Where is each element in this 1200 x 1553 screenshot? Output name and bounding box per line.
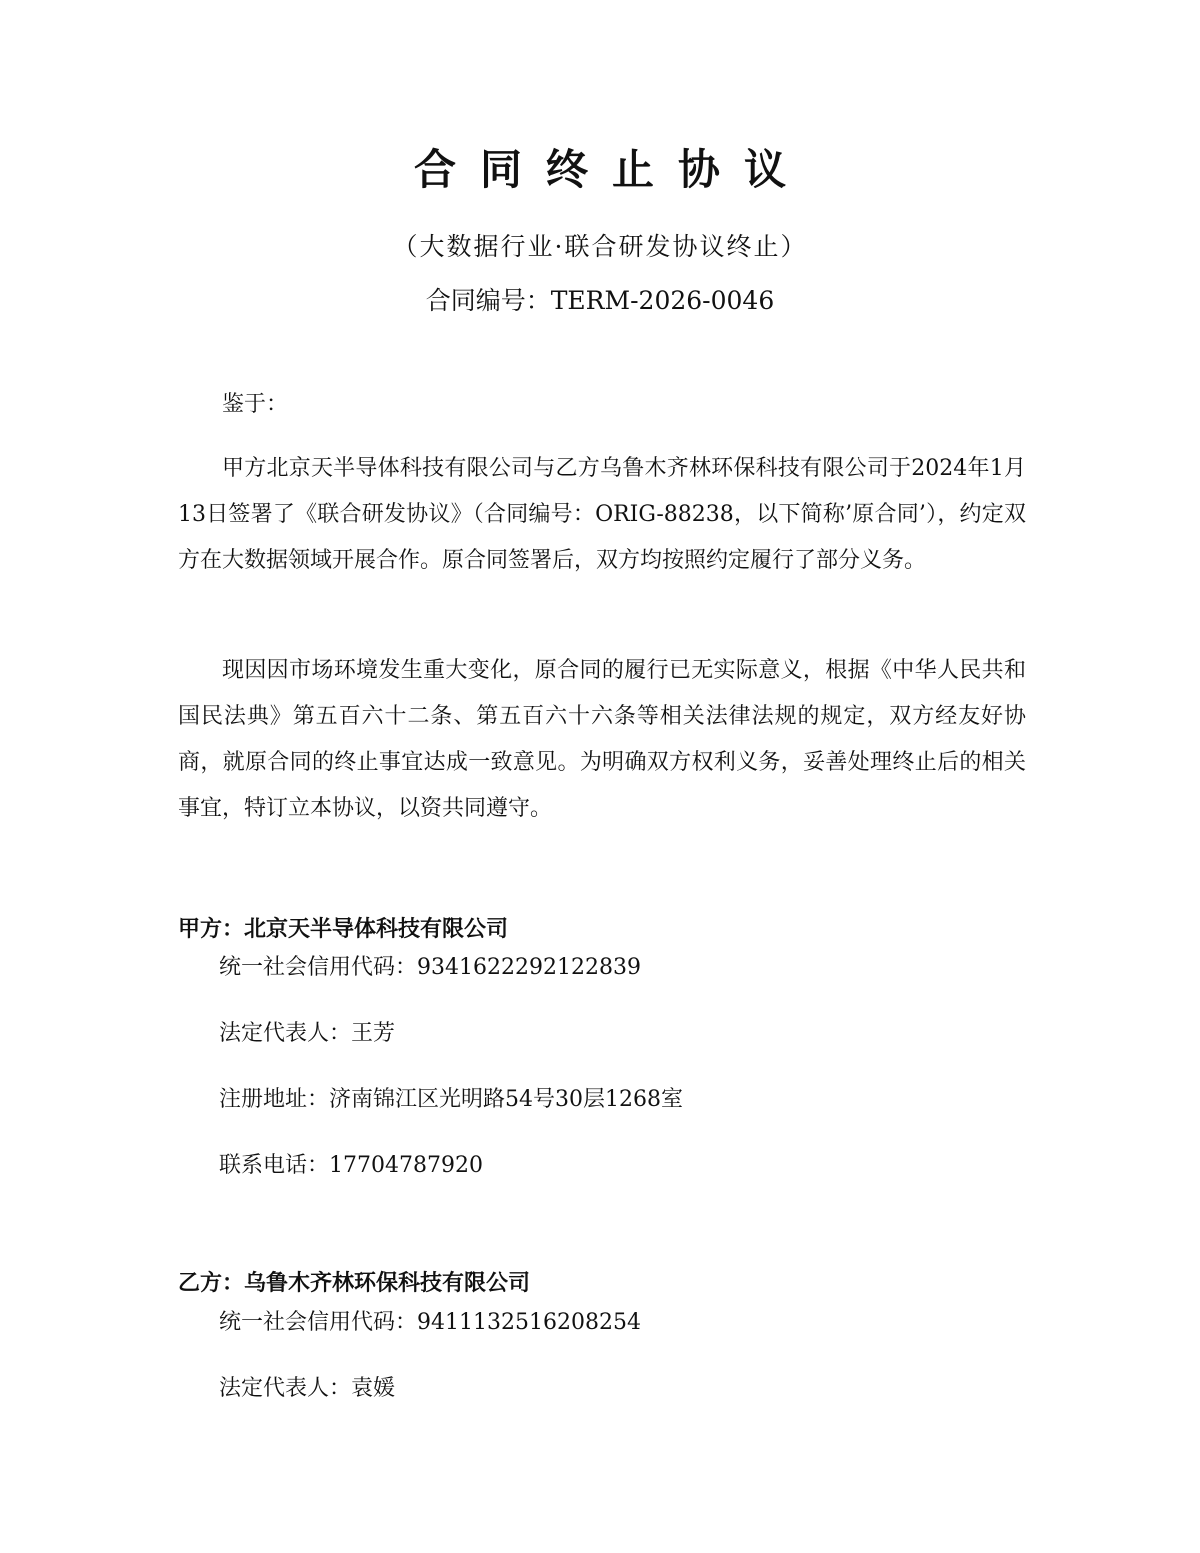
party-a-credit-code: 统一社会信用代码：9341622292122839: [219, 955, 641, 980]
whereas-label: 鉴于：: [222, 392, 289, 417]
party-a-legal-representative: 法定代表人：王芳: [219, 1021, 396, 1046]
party-b-credit-code: 统一社会信用代码：9411132516208254: [219, 1310, 641, 1335]
termination-reason-paragraph: 现因因市场环境发生重大变化，原合同的履行已无实际意义，根据《中华人民共和国民法典》第五百六十二条、第五百六十六条等相关法律法规的规定，双方经友好协商，就原合同的终止事宜达成一致意见。为明确双方权利义务，妥善处理终止后的相关事宜，特订立本协议，以资共同遵守。: [178, 658, 1026, 821]
contract-number: 合同编号：TERM-2026-0046: [425, 286, 775, 315]
party-b-legal-representative: 法定代表人：袁媛: [219, 1376, 396, 1401]
document-subtitle: （大数据行业·联合研发协议终止）: [392, 232, 808, 261]
party-a-address: 注册地址：济南锦江区光明路54号30层1268室: [219, 1087, 683, 1112]
document-title: 合同终止协议: [413, 145, 810, 194]
party-a-heading: 甲方：北京天半导体科技有限公司: [178, 917, 509, 942]
party-b-heading: 乙方：乌鲁木齐林环保科技有限公司: [178, 1271, 531, 1296]
party-a-phone: 联系电话：17704787920: [219, 1153, 483, 1178]
background-paragraph: 甲方北京天半导体科技有限公司与乙方乌鲁木齐林环保科技有限公司于2024年1月13日签署了《联合研发协议》（合同编号：ORIG-88238，以下简称’原合同’），约定双方在大数据领域开展合作。原合同签署后，双方均按照约定履行了部分义务。: [178, 456, 1026, 573]
